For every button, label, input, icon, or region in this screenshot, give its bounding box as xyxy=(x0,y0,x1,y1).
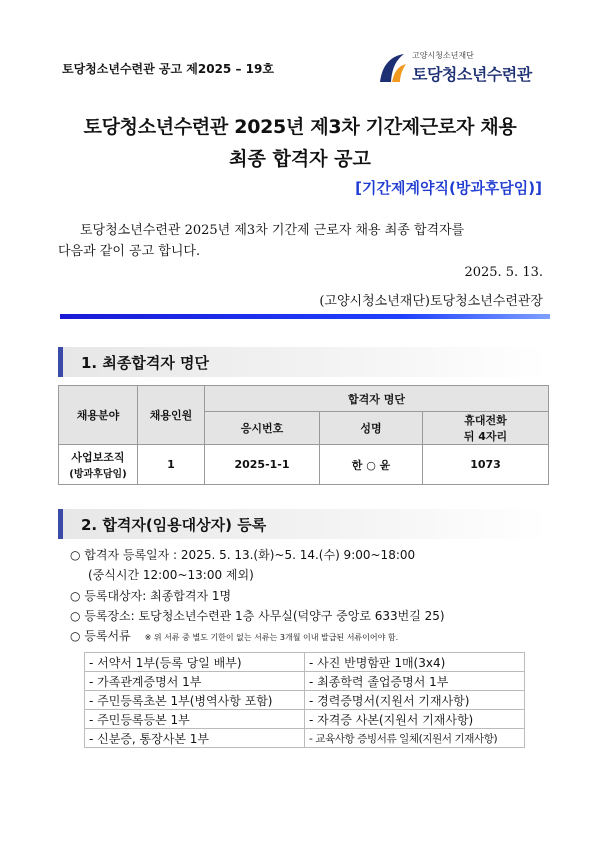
cell-field-line2: (방과후담임) xyxy=(69,469,127,480)
document-right: - 자격증 사본(지원서 기재사항) xyxy=(305,710,525,729)
item-period-note: (중식시간 12:00~13:00 제외) xyxy=(88,568,254,583)
header-passers: 합격자 명단 xyxy=(205,386,549,412)
cell-phone: 1073 xyxy=(423,445,549,485)
header-count: 채용인원 xyxy=(138,386,205,445)
header-exam-number: 응시번호 xyxy=(205,412,320,445)
document-left: - 주민등록등본 1부 xyxy=(85,710,305,729)
list-item xyxy=(85,691,525,710)
document-left: - 가족관계증명서 1부 xyxy=(85,672,305,691)
item-period: ○ 합격자 등록일자 : 2025. 5. 13.(화)~5. 14.(수) 9:00~18:00 xyxy=(70,548,416,562)
item-target: ○ 등록대상자: 최종합격자 1명 xyxy=(70,588,232,603)
cell-field xyxy=(59,445,138,485)
section-heading-registration xyxy=(58,509,548,539)
item-place: ○ 등록장소: 토당청소년수련관 1층 사무실(덕양구 중앙로 633번길 25) xyxy=(70,608,445,623)
item-documents-note: ※ 위 서류 중 별도 기한이 없는 서류는 3개월 이내 발급된 서류이어야 함. xyxy=(144,633,399,643)
document-right: - 경력증명서(지원서 기재사항) xyxy=(305,691,525,710)
list-item xyxy=(85,672,525,691)
notice-date: 2025. 5. 13. xyxy=(464,265,543,280)
documents-table xyxy=(84,652,525,748)
header-field: 채용분야 xyxy=(59,386,138,445)
header-phone-line2: 뒤 4자리 xyxy=(463,430,508,443)
cell-field-line1: 사업보조직 xyxy=(71,451,125,464)
cell-exam-number: 2025-1-1 xyxy=(205,445,320,485)
cell-name: 한 ○ 윤 xyxy=(320,445,423,485)
results-table xyxy=(58,385,549,485)
header-phone xyxy=(423,412,549,445)
item-documents xyxy=(70,626,560,648)
issuing-organization: (고양시청소년재단)토당청소년수련관장 xyxy=(319,294,543,309)
logo-title: 토당청소년수련관 xyxy=(412,65,532,84)
table-row xyxy=(59,445,549,485)
intro-paragraph xyxy=(58,220,548,262)
document-right: - 사진 반명함판 1매(3x4) xyxy=(305,653,525,672)
divider-bar xyxy=(60,314,550,319)
section-heading-text: 1. 최종합격자 명단 xyxy=(81,354,210,372)
document-left: - 주민등록초본 1부(병역사항 포함) xyxy=(85,691,305,710)
header-name: 성명 xyxy=(320,412,423,445)
intro-line-2: 다음과 같이 공고 합니다. xyxy=(58,244,201,259)
item-documents-label: ○ 등록서류 xyxy=(70,629,131,644)
document-right: - 교육사항 증빙서류 일체(지원서 기재사항) xyxy=(305,729,525,748)
organization-logo xyxy=(376,48,546,88)
document-right: - 최종학력 졸업증명서 1부 xyxy=(305,672,525,691)
logo-subtitle: 고양시청소년재단 xyxy=(412,51,474,60)
list-item xyxy=(85,729,525,748)
registration-items xyxy=(70,545,560,648)
list-item xyxy=(85,710,525,729)
list-item xyxy=(85,653,525,672)
page-title-line2: 최종 합격자 공고 xyxy=(229,148,371,170)
document-left: - 서약서 1부(등록 당일 배부) xyxy=(85,653,305,672)
notice-number: 토당청소년수련관 공고 제2025 – 19호 xyxy=(62,62,274,76)
intro-line-1: 토당청소년수련관 2025년 제3차 기간제 근로자 채용 최종 합격자를 xyxy=(80,223,465,238)
page-title: 토당청소년수련관 2025년 제3차 기간제근로자 채용 xyxy=(83,116,517,138)
cell-count: 1 xyxy=(138,445,205,485)
document-left: - 신분증, 통장사본 1부 xyxy=(85,729,305,748)
section-heading-results xyxy=(58,347,548,377)
logo-mark-icon xyxy=(376,52,408,86)
page-subtitle: [기간제계약직(방과후담임)] xyxy=(355,179,542,197)
header-phone-line1: 휴대전화 xyxy=(464,414,507,427)
section-heading-text: 2. 합격자(임용대상자) 등록 xyxy=(81,516,267,534)
